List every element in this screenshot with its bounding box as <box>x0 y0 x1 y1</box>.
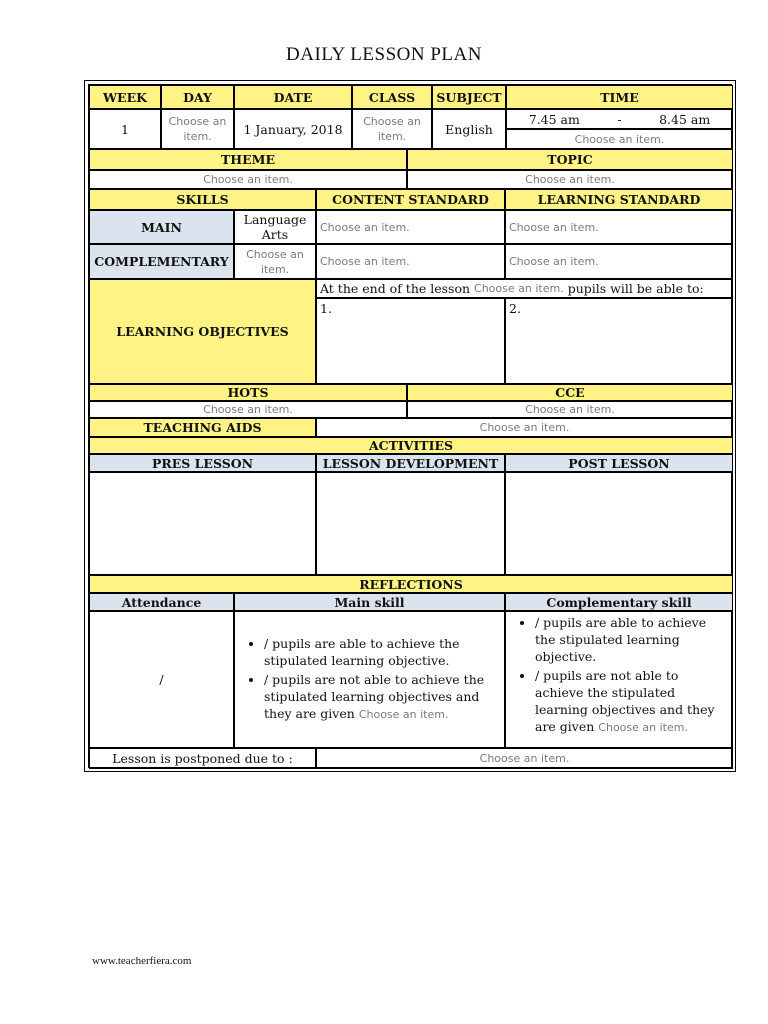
complementary-skill-remedial-dropdown[interactable]: Choose an item. <box>598 721 688 734</box>
attendance-header: Attendance <box>89 593 234 611</box>
objectives-choice-dropdown[interactable]: Choose an item. <box>474 282 564 295</box>
main-skill-dropdown[interactable]: Language Arts <box>234 210 316 244</box>
postponed-label: Lesson is postponed due to : <box>89 748 316 769</box>
date-picker[interactable]: 1 January, 2018 <box>234 109 352 149</box>
activities-header: ACTIVITIES <box>89 437 733 454</box>
objectives-sentence-end: pupils will be able to: <box>567 281 704 296</box>
class-header: CLASS <box>352 85 432 109</box>
date-header: DATE <box>234 85 352 109</box>
pre-lesson-header: PRES LESSON <box>89 454 316 472</box>
complementary-skill-reflection-list <box>509 614 729 738</box>
time-dropdown[interactable]: Choose an item. <box>506 129 733 149</box>
time-start[interactable]: 7.45 am <box>528 111 580 127</box>
main-skill-header: Main skill <box>234 593 505 611</box>
time-dash: - <box>617 111 622 127</box>
post-lesson-field[interactable] <box>505 472 733 575</box>
complementary-skill-reflection <box>505 611 733 748</box>
objective-1-field[interactable]: 1. <box>316 298 505 384</box>
topic-dropdown[interactable]: Choose an item. <box>407 170 733 189</box>
lesson-development-header: LESSON DEVELOPMENT <box>316 454 505 472</box>
theme-dropdown[interactable]: Choose an item. <box>89 170 407 189</box>
document-title: DAILY LESSON PLAN <box>286 44 482 65</box>
time-header: TIME <box>506 85 733 109</box>
week-header: WEEK <box>89 85 161 109</box>
postponed-reason-dropdown[interactable]: Choose an item. <box>316 748 733 769</box>
main-skill-reflection-not-achieved: • / pupils are not able to achieve the stipulated learning objectives and they are given Choose an item. <box>264 671 497 723</box>
week-value[interactable]: 1 <box>89 109 161 149</box>
complementary-skill-header: Complementary skill <box>505 593 733 611</box>
attendance-value[interactable]: / <box>89 611 234 748</box>
day-dropdown[interactable]: Choose an item. <box>161 109 234 149</box>
cce-header: CCE <box>407 384 733 401</box>
footer-website: www.teacherfiera.com <box>92 955 192 967</box>
lesson-development-field[interactable] <box>316 472 505 575</box>
topic-header: TOPIC <box>407 149 733 170</box>
theme-header: THEME <box>89 149 407 170</box>
lesson-plan-frame <box>84 80 736 772</box>
day-header: DAY <box>161 85 234 109</box>
complementary-skill-reflection-not-achieved: • / pupils are not able to achieve the stipulated learning objectives and they are given Choose an item. <box>535 667 725 736</box>
learning-objectives-label: LEARNING OBJECTIVES <box>89 279 316 384</box>
main-skill-reflection <box>234 611 505 748</box>
content-standard-header: CONTENT STANDARD <box>316 189 505 210</box>
cce-dropdown[interactable]: Choose an item. <box>407 401 733 418</box>
main-learning-standard-dropdown[interactable]: Choose an item. <box>505 210 733 244</box>
subject-value[interactable]: English <box>432 109 506 149</box>
reflections-header: REFLECTIONS <box>89 575 733 593</box>
time-end[interactable]: 8.45 am <box>659 111 711 127</box>
complementary-skill-reflection-achieved: • / pupils are able to achieve the stipulated learning objective. <box>535 614 725 665</box>
subject-header: SUBJECT <box>432 85 506 109</box>
objectives-sentence-start: At the end of the lesson <box>320 281 471 296</box>
lesson-plan-table <box>88 84 732 768</box>
hots-dropdown[interactable]: Choose an item. <box>89 401 407 418</box>
main-skill-reflection-achieved: • / pupils are able to achieve the stipulated learning objective. <box>264 635 497 669</box>
teaching-aids-label: TEACHING AIDS <box>89 418 316 437</box>
skills-header: SKILLS <box>89 189 316 210</box>
main-skill-remedial-dropdown[interactable]: Choose an item. <box>358 707 449 721</box>
class-dropdown[interactable]: Choose an item. <box>352 109 432 149</box>
complementary-skill-label: COMPLEMENTARY <box>89 244 234 279</box>
main-skill-label: MAIN <box>89 210 234 244</box>
learning-standard-header: LEARNING STANDARD <box>505 189 733 210</box>
complementary-skill-dropdown[interactable]: Choose an item. <box>234 244 316 279</box>
post-lesson-header: POST LESSON <box>505 454 733 472</box>
hots-header: HOTS <box>89 384 407 401</box>
teaching-aids-dropdown[interactable]: Choose an item. <box>316 418 733 437</box>
main-content-standard-dropdown[interactable]: Choose an item. <box>316 210 505 244</box>
objectives-sentence <box>316 279 733 298</box>
main-skill-reflection-list <box>238 635 501 725</box>
time-range[interactable] <box>506 109 733 129</box>
pre-lesson-field[interactable] <box>89 472 316 575</box>
complementary-learning-standard-dropdown[interactable]: Choose an item. <box>505 244 733 279</box>
objective-2-field[interactable]: 2. <box>505 298 733 384</box>
complementary-content-standard-dropdown[interactable]: Choose an item. <box>316 244 505 279</box>
